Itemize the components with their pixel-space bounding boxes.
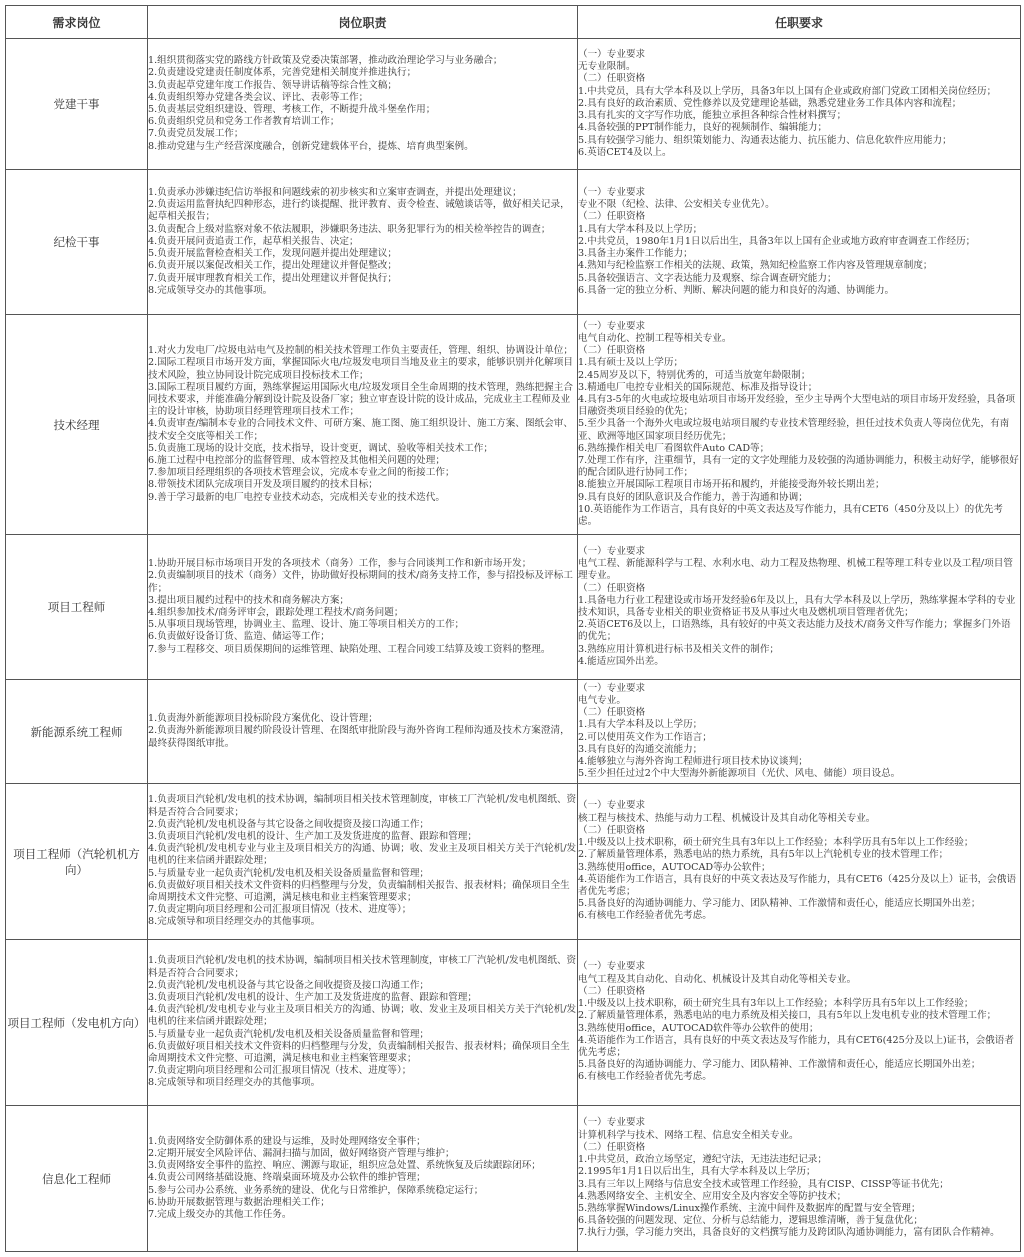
requirement-item: （二）任职资格 (578, 985, 646, 997)
requirement-item: 3.具备主办案件工作能力； (578, 248, 693, 260)
position-name: 信息化工程师 (6, 1106, 148, 1252)
requirement-item: 10.英语能作为工作语言，具有良好的中英文表达及写作能力，具有CET6（450分及以上）的优先考虑。 (578, 503, 1003, 528)
duty-item: 8.完成领导和项目经理交办的其他事项。 (148, 916, 321, 928)
duty-item: 7.负责开展审理教育相关工作，提出处理建议并督促执行； (148, 272, 397, 284)
requirement-item: 4.能适应国外出差。 (578, 655, 664, 667)
table-header-row (6, 6, 1021, 39)
duty-item: 2.负责运用监督执纪四种形态，进行约谈提醒、批评教育、责令检查、诫勉谈话等，做好相关记录，起草相关报告； (148, 199, 570, 223)
position-name: 技术经理 (6, 315, 148, 535)
requirement-item: 6.有核电工作经验者优先考虑。 (578, 910, 712, 922)
requirement-item: 7.执行力强，学习能力突出，具备良好的文档撰写能力及跨团队沟通协调能力，富有团队合作精神。 (578, 1227, 1000, 1239)
requirement-item: 2.了解质量管理体系，熟悉电站的热力系统，具有5年以上汽轮机专业的技术管理工作； (578, 849, 949, 861)
duty-item: 6.协助开展数据管理与数据治理相关工作； (148, 1196, 330, 1208)
duty-item: 3.负责起草党建年度工作报告、领导讲话稿等综合性文稿； (148, 79, 397, 91)
requirement-item: 4.具备较强的PPT制作能力，良好的视频制作、编辑能力； (578, 122, 828, 134)
requirement-item: 1.具有硕士及以上学历； (578, 357, 684, 369)
duty-item: 6.负责开展以案促改相关工作，提出处理建议并督促整改； (148, 260, 397, 272)
requirement-item: 1.中级及以上技术职称，硕士研究生具有3年以上工作经验；本科学历具有5年以上工作经验； (578, 998, 974, 1010)
position-name: 项目工程师 (6, 535, 148, 680)
requirement-item: 3.具有良好的沟通交流能力； (578, 743, 703, 755)
duty-item: 1.负责网络安全防御体系的建设与运维，及时处理网络安全事件； (148, 1135, 426, 1147)
requirement-item: 7.处理工作有序，注重细节，具有一定的文字处理能力及较强的沟通协调能力，积极主动好学，能够很好的配合团队进行协同工作； (578, 455, 1019, 479)
job-requirements-table (5, 5, 1021, 1252)
requirement-item: 6.具备较强的问题发现、定位、分析与总结能力，逻辑思维清晰，善于复盘优化； (578, 1215, 923, 1227)
table-row (6, 170, 1021, 315)
requirement-item: 5.至少具备一个海外火电或垃圾电站项目履约专业技术管理经验，担任过技术负责人等岗位优先，有南亚、欧洲等地区国家项目经历优先； (578, 418, 1010, 442)
duty-item: 8.完成领导交办的其他事项。 (148, 284, 273, 296)
requirement-item: （一）专业要求 (578, 187, 646, 199)
requirement-item: （一）专业要求 (578, 49, 646, 61)
requirement-item: （二）任职资格 (578, 582, 646, 594)
position-name: 新能源系统工程师 (6, 680, 148, 784)
duty-item: 3.国际工程项目履约方面，熟练掌握运用国际火电/垃圾发项目全生命周期的技术管理，熟练把握主合同技术要求，并能准确分解到设计院及设备厂家；独立审查设计院的设计成品，完成业主工程师及业主的设计审核，协助项目经理管理项目技术工作； (148, 381, 573, 418)
requirement-item: 5.具备良好的沟通协调能力、学习能力、团队精神、工作激情和责任心，能适应长期国外出差； (578, 1059, 981, 1071)
requirement-item: （一）专业要求 (578, 545, 646, 557)
duty-item: 4.负责汽轮机/发电机专业与业主及项目相关方的沟通、协调；收、发业主及项目相关方关于汽轮机/发电机的往来信函并跟踪处理； (148, 843, 577, 867)
duty-item: 3.负责配合上级对监察对象不依法履职，涉嫌职务违法、职务犯罪行为的相关检举控告的调查； (148, 223, 551, 235)
requirement-item: （一）专业要求 (578, 682, 646, 694)
requirement-item: 5.具有较强学习能力、组织策划能力、沟通表达能力、抗压能力、信息化软件应用能力； (578, 134, 952, 146)
requirement-item: 1.具备电力行业工程建设或市场开发经验6年及以上，具有大学本科及以上学历，熟练掌握本学科的专业技术知识，具备专业相关的职业资格证书及从事过火电及燃机项目管理者优先； (578, 594, 1016, 618)
duty-item: 5.与质量专业一起负责汽轮机/发电机及相关设备质量监督和管理； (148, 1028, 430, 1040)
requirement-item: 9.具有良好的团队意识及合作能力，善于沟通和协调； (578, 491, 808, 503)
position-duties (148, 680, 578, 784)
requirement-item: 4.熟悉网络安全、主机安全、应用安全及内容安全等防护技术； (578, 1190, 847, 1202)
requirement-item: 3.具有扎实的文字写作功底，能独立承担各种综合性材料撰写； (578, 110, 847, 122)
duty-item: 4.负责组织筹办党建各类会议、评比、表彰等工作； (148, 91, 369, 103)
requirement-item: （一）专业要求 (578, 961, 646, 973)
requirement-item: 6.熟练操作相关电厂看图软件Auto CAD等； (578, 442, 770, 454)
duty-item: 7.负责党员发展工作； (148, 128, 244, 140)
requirement-item: （一）专业要求 (578, 800, 646, 812)
requirement-item: 5.具备较强语言、文字表达能力及观察、综合调查研究能力； (578, 272, 837, 284)
requirement-item: 6.英语CET4及以上。 (578, 146, 672, 158)
position-requirements (578, 1106, 1021, 1252)
duty-item: 4.组织参加技术/商务评审会，跟踪处理工程技术/商务问题； (148, 607, 404, 618)
duty-item: 6.施工过程中电控部分的监督管理、成本管控及其他相关问题的处理； (148, 455, 445, 466)
position-requirements (578, 535, 1021, 680)
position-requirements (578, 680, 1021, 784)
requirement-item: （二）任职资格 (578, 73, 646, 85)
position-requirements (578, 39, 1021, 170)
requirement-item: 3.熟练使用office，AUTOCAD等办公软件； (578, 861, 771, 873)
duty-item: 7.负责定期向项目经理和公司汇报项目情况（技术、进度等）； (148, 904, 412, 916)
requirement-item: 2.英语CET6及以上，口语熟练，具有较好的中英文表达能力及技术/商务文件写作能力；掌握多门外语的优先； (578, 619, 1011, 643)
table-row (6, 315, 1021, 535)
requirement-item: 3.精通电厂电控专业相关的国际规范、标准及指导设计； (578, 381, 818, 393)
position-duties (148, 1106, 578, 1252)
requirement-item: 专业不限（纪检、法律、公安相关专业优先）。 (578, 199, 775, 211)
requirement-item: 2.45周岁及以下，特别优秀的，可适当放宽年龄限制； (578, 369, 811, 381)
duty-item: 2.负责建设党建责任制度体系，完善党建相关制度并推进执行； (148, 67, 417, 79)
duty-item: 1.协助开展目标市场项目开发的各项技术（商务）工作，参与合同谈判工作和新市场开发； (148, 558, 532, 570)
requirement-item: 4.英语能作为工作语言，具有良好的中英文表达及写作能力，具有CET6(425分及以上)证书，会俄语者优先考虑； (578, 1034, 1014, 1058)
duty-item: 6.负责做好项目相关技术文件资料的归档整理与分发，负责编制相关报告、报表材料；确保项目全生命周期技术文件完整、可追溯，满足核电和业主档案管理要求； (148, 1040, 570, 1064)
position-requirements (578, 940, 1021, 1106)
requirement-item: 8.能独立开展国际工程项目市场开拓和履约，并能接受海外较长期出差； (578, 479, 885, 491)
duty-item: 4.负责公司网络基础设施、终端桌面环境及办公软件的维护管理； (148, 1172, 426, 1184)
requirement-item: （二）任职资格 (578, 824, 646, 836)
position-duties (148, 784, 578, 940)
duty-item: 7.参与工程移交、项目质保期间的运维管理、缺陷处理、工程合同竣工结算及竣工资料的整理。 (148, 643, 551, 655)
requirement-item: 2.可以使用英文作为工作语言； (578, 731, 712, 743)
duty-item: 7.参加项目经理组织的各项技术管理会议，完成本专业之间的衔接工作； (148, 467, 455, 479)
position-duties (148, 315, 578, 535)
requirement-item: 1.中共党员，政治立场坚定，遵纪守法，无违法违纪记录； (578, 1154, 827, 1166)
table-row (6, 680, 1021, 784)
requirement-item: 4.能够独立与海外咨询工程师进行项目技术协议谈判； (578, 755, 808, 767)
position-duties (148, 535, 578, 680)
table-row (6, 39, 1021, 170)
position-requirements (578, 315, 1021, 535)
requirement-item: 5.至少担任过过2个中大型海外新能源项目（光伏、风电、储能）项目设总。 (578, 768, 901, 780)
table-row (6, 535, 1021, 680)
duty-item: 1.负责承办涉嫌违纪信访举报和问题线索的初步核实和立案审查调查，并提出处理建议； (148, 187, 522, 199)
duty-item: 2.负责海外新能源项目履约阶段设计管理、在图纸审批阶段与海外咨询工程师沟通及技术方案澄清，最终获得图纸审批。 (148, 725, 570, 749)
requirement-item: 1.中共党员，具有大学本科及以上学历，具备3年以上国有企业或政府部门党政工团相关岗位经历； (578, 85, 997, 97)
duty-item: 2.负责编制项目的技术（商务）文件，协助做好投标期间的技术/商务支持工作，参与招投标及评标工作； (148, 570, 573, 594)
requirement-item: 1.具有大学本科及以上学历； (578, 223, 703, 235)
requirement-item: 电气自动化、控制工程等相关专业。 (578, 332, 732, 344)
duty-item: 1.负责项目汽轮机/发电机的技术协调，编制项目相关技术管理制度，审核工厂汽轮机/发电机图纸、资料是否符合合同要求； (148, 955, 577, 979)
position-name: 党建干事 (6, 39, 148, 170)
header-duties: 岗位职责 (148, 6, 578, 39)
requirement-item: 1.具有大学本科及以上学历； (578, 719, 703, 731)
requirement-item: （一）专业要求 (578, 320, 646, 332)
position-name: 纪检干事 (6, 170, 148, 315)
requirement-item: 4.具有3-5年的火电或垃圾电站项目市场开发经验，至少主导两个大型电站的项目市场开发经验，具备项目融资类项目经验的优先； (578, 393, 1016, 418)
duty-item: 1.对火力发电厂/垃圾电站电气及控制的相关技术管理工作负主要责任，管理、组织、协调设计单位； (148, 345, 573, 357)
duty-item: 9.善于学习最新的电厂电控专业技术动态，完成相关专业的技术迭代。 (148, 491, 445, 503)
requirement-item: 3.熟练使用office，AUTOCAD软件等办公软件的使用； (578, 1022, 819, 1034)
position-duties (148, 940, 578, 1106)
duty-item: 5.负责开展监督检查相关工作，发现问题并提出处理建议； (148, 248, 397, 260)
duty-item: 2.负责汽轮机/发电机设备与其它设备之间收提资及接口沟通工作； (148, 979, 430, 991)
duty-item: 5.从事项目现场管理，协调业主、监理、设计、施工等项目相关方的工作； (148, 619, 465, 631)
duty-item: 4.负责开展问责追责工作，起草相关报告、决定； (148, 235, 359, 247)
requirement-item: （二）任职资格 (578, 345, 646, 357)
duty-item: 2.国际工程项目市场开发方面，掌握国际火电/垃圾发电项目当地及业主的要求，能够识别并化解项目技术风险，独立协同设计院完成项目投标技术工作； (148, 357, 573, 381)
table-row (6, 1106, 1021, 1252)
duty-item: 3.负责项目汽轮机/发电机的设计、生产加工及发货进度的监督、跟踪和管理； (148, 991, 477, 1003)
requirement-item: （二）任职资格 (578, 1141, 646, 1153)
position-name: 项目工程师（汽轮机机方向） (6, 784, 148, 940)
table-row (6, 940, 1021, 1106)
duty-item: 5.负责施工现场的设计交底，技术指导，设计变更，调试、验收等相关技术工作； (148, 442, 493, 454)
duty-item: 8.完成领导和项目经理交办的其他事项。 (148, 1077, 321, 1089)
duty-item: 3.负责网络安全事件的监控、响应、溯源与取证，组织应急处置、系统恢复及后续跟踪闭环； (148, 1160, 541, 1172)
requirement-item: 计算机科学与技术、网络工程、信息安全相关专业。 (578, 1129, 799, 1141)
duty-item: 5.参与公司办公系统、业务系统的建设、优化与日常维护，保障系统稳定运行； (148, 1184, 484, 1196)
position-requirements (578, 784, 1021, 940)
requirement-item: 5.具备良好的沟通协调能力、学习能力、团队精神、工作激情和责任心，能适应长期国外出差； (578, 898, 981, 910)
position-requirements (578, 170, 1021, 315)
requirement-item: 3.熟练应用计算机进行标书及相关文件的制作； (578, 643, 780, 655)
requirement-item: 6.有核电工作经验者优先考虑。 (578, 1071, 712, 1083)
requirement-item: 6.具备一定的独立分析、判断、解决问题的能力和良好的沟通、协调能力。 (578, 284, 895, 296)
requirement-item: 无专业限制。 (578, 61, 636, 73)
duty-item: 2.定期开展安全风险评估、漏洞扫描与加固，做好网络资产管理与维护； (148, 1147, 455, 1159)
duty-item: 3.提出项目履约过程中的技术和商务解决方案； (148, 594, 350, 606)
duty-item: 5.与质量专业一起负责汽轮机/发电机及相关设备质量监督和管理； (148, 867, 430, 879)
requirement-item: （一）专业要求 (578, 1117, 646, 1129)
requirement-item: 4.英语能作为工作语言，具有良好的中英文表达及写作能力，具有CET6（425分及以上）证书，会俄语者优先考虑； (578, 873, 1017, 897)
requirement-item: 电气工程、新能源科学与工程、水利水电、动力工程及热物理、机械工程等理工科专业以及工程/项目管理专业。 (578, 558, 1013, 582)
requirement-item: 2.具有良好的政治素质、党性修养以及党建理论基础，熟悉党建业务工作具体内容和流程； (578, 97, 962, 109)
duty-item: 3.负责项目汽轮机/发电机的设计、生产加工及发货进度的监督、跟踪和管理； (148, 830, 477, 842)
duty-item: 4.负责汽轮机/发电机专业与业主及项目相关方的沟通、协调；收、发业主及项目相关方关于汽轮机/发电机的往来信函并跟踪处理； (148, 1004, 577, 1028)
duty-item: 7.负责定期向项目经理和公司汇报项目情况（技术、进度等）； (148, 1065, 412, 1077)
position-duties (148, 39, 578, 170)
requirement-item: 2.1995年1月1日以后出生，具有大学本科及以上学历； (578, 1166, 816, 1178)
duty-item: 8.推动党建与生产经营深度融合，创新党建载体平台，提炼、培育典型案例。 (148, 140, 474, 152)
duty-item: 1.负责项目汽轮机/发电机的技术协调，编制项目相关技术管理制度，审核工厂汽轮机/发电机图纸、资料是否符合合同要求； (148, 794, 577, 818)
requirement-item: 5.熟练掌握Windows/Linux操作系统、主流中间件及数据库的配置与安全管理； (578, 1202, 921, 1214)
duty-item: 8.带领技术团队完成项目开发及项目履约的技术目标； (148, 479, 378, 491)
duty-item: 1.负责海外新能源项目投标阶段方案优化、设计管理； (148, 713, 378, 725)
requirement-item: 核工程与核技术、热能与动力工程、机械设计及其自动化等相关专业。 (578, 812, 876, 824)
duty-item: 6.负责做好设备订货、监造、储运等工作； (148, 631, 330, 643)
duty-item: 5.负责基层党组织建设、管理、考核工作，不断提升战斗堡垒作用； (148, 104, 436, 115)
requirement-item: 2.了解质量管理体系，熟悉电站的电力系统及相关接口，具有5年以上发电机专业的技术管理工作； (578, 1010, 997, 1022)
duty-item: 6.负责做好项目相关技术文件资料的归档整理与分发，负责编制相关报告、报表材料；确保项目全生命周期技术文件完整、可追溯，满足核电和业主档案管理要求； (148, 879, 570, 903)
requirement-item: 4.熟知与纪检监察工作相关的法规、政策，熟知纪检监察工作内容及管理规章制度； (578, 260, 933, 272)
requirement-item: 电气专业。 (578, 694, 626, 706)
requirement-item: 电气工程及其自动化、自动化、机械设计及其自动化等相关专业。 (578, 973, 857, 985)
duty-item: 2.负责汽轮机/发电机设备与其它设备之间收提资及接口沟通工作； (148, 818, 430, 830)
requirement-item: 3.具有三年以上网络与信息安全技术或管理工作经验，具有CISP、CISSP等证书优先； (578, 1178, 949, 1190)
header-position: 需求岗位 (6, 6, 148, 39)
duty-item: 6.负责组织党员和党务工作者教育培训工作； (148, 116, 340, 128)
header-requirements: 任职要求 (578, 6, 1021, 39)
requirement-item: （二）任职资格 (578, 707, 646, 719)
table-body (6, 39, 1021, 1252)
duty-item: 7.完成上级交办的其他工作任务。 (148, 1209, 292, 1220)
requirement-item: 2.中共党员，1980年1月1日以后出生，具备3年以上国有企业或地方政府审查调查工作经历； (578, 235, 976, 247)
duty-item: 1.组织贯彻落实党的路线方针政策及党委决策部署，推动政治理论学习与业务融合； (148, 55, 503, 67)
position-duties (148, 170, 578, 315)
duty-item: 4.负责审查/编制本专业的合同技术文件、可研方案、施工图、施工组织设计、施工方案、图纸会审、技术安全交底等相关工作； (148, 418, 573, 442)
requirement-item: 1.中级及以上技术职称，硕士研究生具有3年以上工作经验；本科学历具有5年以上工作经验； (578, 837, 974, 849)
requirement-item: （二）任职资格 (578, 211, 646, 223)
position-name: 项目工程师（发电机方向） (6, 940, 148, 1106)
table-row (6, 784, 1021, 940)
